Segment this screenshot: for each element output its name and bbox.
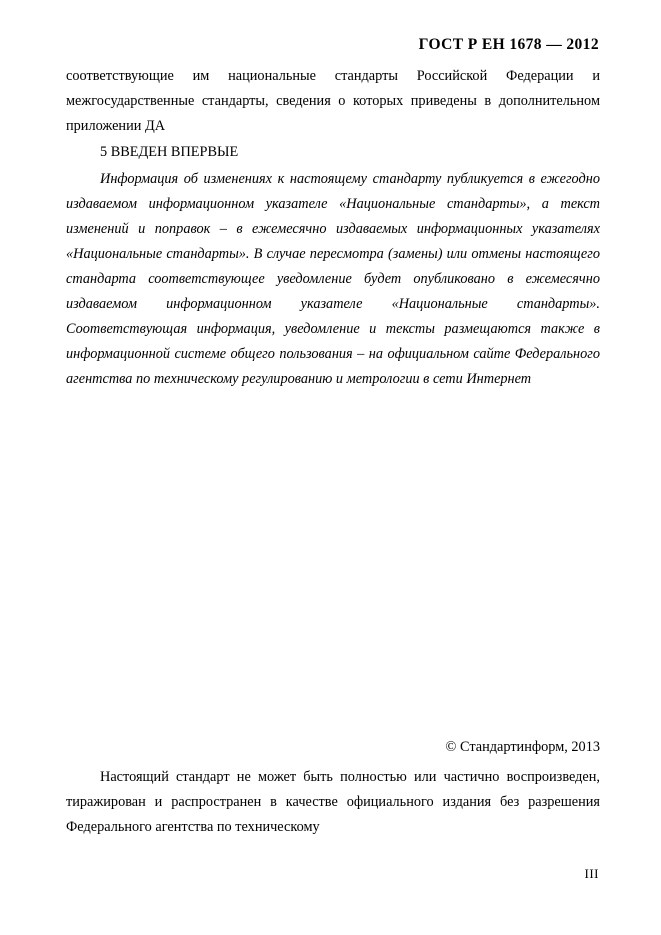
page-header: ГОСТ Р ЕН 1678 — 2012 [418, 36, 599, 53]
document-footer-body [66, 765, 600, 840]
paragraph-amendment-notice: Информация об изменениях к настоящему стандарту публикуется в ежегодно издаваемом информационном указателе «Национальные стандарты», а текст изменений и поправок – в ежемесячно издаваемых информационных указателях «Национальные стандарты». В случае пересмотра (замены) или отмены настоящего стандарта соответствующее уведомление будет опубликовано в ежемесячно издаваемом информационном указателе «Национальные стандарты». Соответствующая информация, уведомление и тексты размещаются также в информационной системе общего пользования – на официальном сайте Федерального агентства по техническому регулированию и метрологии в сети Интернет [66, 171, 600, 387]
page-number: III [584, 866, 599, 881]
paragraph-standards-reference: соответствующие им национальные стандарты Российской Федерации и межгосударственные стандарты, сведения о которых приведены в дополнительном приложении ДА [66, 68, 600, 134]
copyright-line: © Стандартинформ, 2013 [445, 739, 600, 755]
document-body [66, 64, 600, 392]
paragraph-reproduction-notice: Настоящий стандарт не может быть полностью или частично воспроизведен, тиражирован и распространен в качестве официального издания без разрешения Федерального агентства по техническому [66, 769, 600, 835]
paragraph-introduced-first-time: 5 ВВЕДЕН ВПЕРВЫЕ [100, 144, 239, 160]
